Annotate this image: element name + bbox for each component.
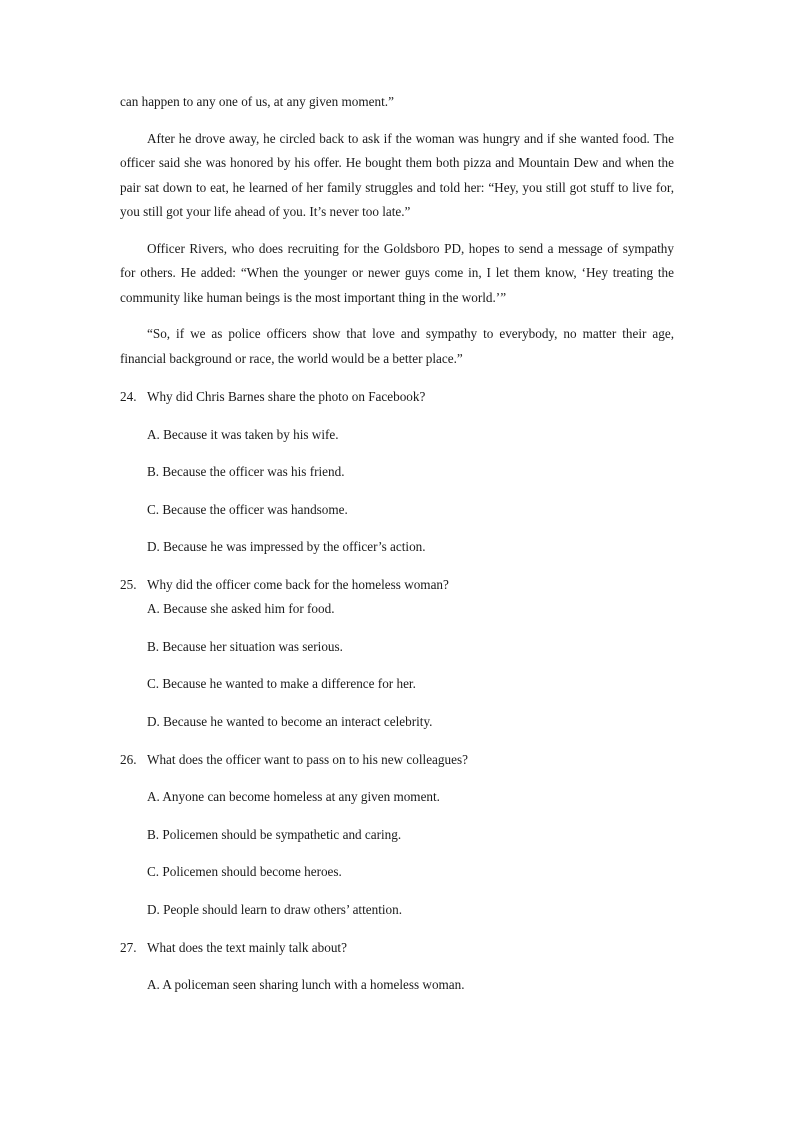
option-a: A. Anyone can become homeless at any given moment. [147, 789, 440, 804]
option-a: A. A policeman seen sharing lunch with a homeless woman. [147, 977, 465, 992]
option-b: B. Policemen should be sympathetic and caring. [147, 826, 402, 842]
question-number: 24. [120, 389, 137, 404]
paragraph: Officer Rivers, who does recruiting for the Goldsboro PD, hopes to send a message of sympathy for others. He added: “When the younger or newer guys come in, I let them know, ‘Hey treating the community like human beings is the most important thing in the world.’” [120, 240, 674, 305]
question-text: Why did the officer come back for the homeless woman? [147, 577, 449, 592]
option-b: B. Because her situation was serious. [147, 638, 343, 654]
question-number: 26. [120, 751, 137, 767]
option-d: D. People should learn to draw others’ attention. [147, 901, 403, 917]
option-c: C. Because the officer was handsome. [147, 501, 348, 517]
question-number: 25. [120, 577, 137, 592]
document-page [120, 90, 674, 997]
option-b: B. Because the officer was his friend. [147, 464, 345, 479]
question-26 [120, 748, 674, 772]
question-text: What does the officer want to pass on to his new colleagues? [147, 751, 468, 767]
option-a: A. Because she asked him for food. [147, 601, 335, 616]
question-text: What does the text mainly talk about? [147, 939, 347, 955]
option-d: D. Because he wanted to become an interact celebrity. [147, 713, 433, 729]
question-25 [120, 573, 674, 597]
question-text: Why did Chris Barnes share the photo on Facebook? [147, 389, 426, 404]
question-27 [120, 936, 674, 960]
option-d: D. Because he was impressed by the officer’s action. [147, 539, 426, 554]
question-24 [120, 385, 674, 409]
option-c: C. Policemen should become heroes. [147, 864, 342, 879]
question-number: 27. [120, 939, 137, 955]
option-a: A. Because it was taken by his wife. [147, 426, 339, 442]
option-c: C. Because he wanted to make a difference for her. [147, 676, 416, 691]
paragraph: “So, if we as police officers show that love and sympathy to everybody, no matter their age, financial background or race, the world would be a better place.” [120, 326, 674, 366]
paragraph: After he drove away, he circled back to ask if the woman was hungry and if she wanted food. The officer said she was honored by his offer. He bought them both pizza and Mountain Dew and when the pair sat down to eat, he learned of her family struggles and told her: “Hey, you still got stuff to live for, you still got your life ahead of you. It’s never too late.” [120, 130, 674, 219]
paragraph-continuation: can happen to any one of us, at any given moment.” [120, 94, 394, 109]
